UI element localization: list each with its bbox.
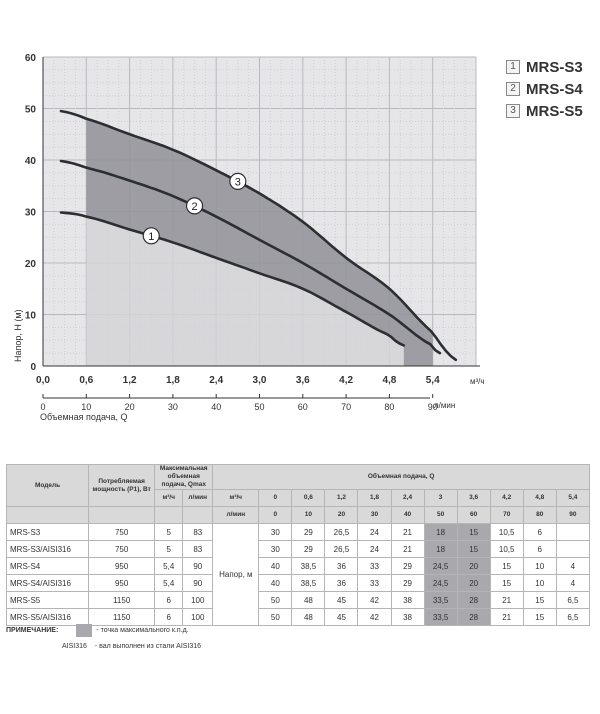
- head-value-cell: 15: [523, 609, 556, 626]
- model-cell: MRS-S5: [7, 592, 89, 609]
- table-row: [7, 558, 590, 575]
- head-value-cell: 21: [490, 592, 523, 609]
- head-value-cell: 50: [259, 592, 292, 609]
- qmax-lmin-cell: 100: [183, 609, 213, 626]
- head-value-cell: 24: [358, 541, 391, 558]
- head-value-cell: 15: [490, 558, 523, 575]
- head-value-cell: 42: [358, 609, 391, 626]
- y-tick-label: 40: [24, 156, 36, 167]
- x-tick-label: 4,8: [382, 375, 397, 386]
- legend-label: MRS-S4: [526, 80, 583, 98]
- head-value-cell: 30: [259, 541, 292, 558]
- flow-lmin-header: 60: [457, 507, 490, 524]
- x2-tick-label: 90: [427, 402, 438, 412]
- head-value-cell: 36: [325, 575, 358, 592]
- legend-number: 2: [506, 82, 520, 96]
- head-value-cell: 20: [457, 575, 490, 592]
- qmax-lmin-cell: 90: [183, 575, 213, 592]
- head-value-cell: 18: [424, 541, 457, 558]
- y-tick-label: 20: [24, 259, 36, 270]
- flow-lmin-header: 20: [325, 507, 358, 524]
- qmax-m3-cell: 5: [155, 541, 183, 558]
- header-power: Потребляемая мощность (Р1), Вт: [89, 465, 155, 507]
- x-tick-label: 3,6: [295, 375, 310, 386]
- qmax-lmin-cell: 90: [183, 558, 213, 575]
- model-cell: MRS-S3: [7, 524, 89, 541]
- head-value-cell: 45: [325, 592, 358, 609]
- unit-lmin: л/мин: [183, 490, 213, 507]
- legend-number: 3: [506, 104, 520, 118]
- curve-label: 1: [148, 230, 155, 243]
- header-qmax: Максимальная объемная подача, Qmax: [155, 465, 213, 490]
- head-value-cell: 6: [523, 541, 556, 558]
- head-value-cell: 26,5: [325, 541, 358, 558]
- head-value-cell: 38,5: [292, 575, 325, 592]
- flow-m3-header: 4,2: [490, 490, 523, 507]
- x-tick-label: 3,0: [252, 375, 267, 386]
- model-cell: MRS-S5/AISI316: [7, 609, 89, 626]
- qmax-m3-cell: 5: [155, 524, 183, 541]
- x-tick-label: 0,0: [36, 375, 50, 386]
- qmax-lmin-cell: 100: [183, 592, 213, 609]
- head-value-cell: 38,5: [292, 558, 325, 575]
- curve-label: 2: [191, 200, 198, 213]
- head-value-cell: 6,5: [556, 609, 589, 626]
- unit-lmin: л/мин: [213, 507, 259, 524]
- y-tick-label: 60: [24, 53, 36, 64]
- head-value-cell: 4: [556, 558, 589, 575]
- flow-m3-header: 0: [259, 490, 292, 507]
- head-value-cell: 26,5: [325, 524, 358, 541]
- x2-tick-label: 80: [384, 402, 395, 412]
- head-value-cell: 48: [292, 609, 325, 626]
- x-tick-label: 1,2: [122, 375, 137, 386]
- x2-tick-label: 20: [124, 402, 135, 412]
- flow-m3-header: 4,8: [523, 490, 556, 507]
- head-value-cell: 33: [358, 558, 391, 575]
- legend-label: MRS-S3: [526, 58, 583, 76]
- legend-item-2: [506, 78, 596, 100]
- qmax-lmin-cell: 83: [183, 524, 213, 541]
- table-row: [7, 541, 590, 558]
- flow-m3-header: 1,8: [358, 490, 391, 507]
- qmax-m3-cell: 6: [155, 592, 183, 609]
- x2-tick-label: 40: [211, 402, 222, 412]
- y-tick-label: 0: [30, 362, 36, 373]
- head-value-cell: 20: [457, 558, 490, 575]
- head-value-cell: 15: [523, 592, 556, 609]
- curve-label: 3: [234, 176, 241, 189]
- x2-tick-label: 60: [297, 402, 308, 412]
- flow-m3-header: 0,6: [292, 490, 325, 507]
- head-value-cell: 15: [457, 541, 490, 558]
- head-value-cell: 48: [292, 592, 325, 609]
- head-value-cell: 28: [457, 592, 490, 609]
- highlight-swatch: [76, 624, 92, 637]
- head-value-cell: 29: [391, 575, 424, 592]
- y-tick-label: 10: [24, 310, 36, 322]
- head-value-cell: 24,5: [424, 575, 457, 592]
- head-value-cell: 10,5: [490, 524, 523, 541]
- note-aisi-label: AISI316: [62, 643, 87, 650]
- flow-lmin-header: 40: [391, 507, 424, 524]
- head-value-cell: 28: [457, 609, 490, 626]
- table-header-row: [7, 465, 590, 490]
- x2-tick-label: 50: [254, 402, 265, 412]
- head-value-cell: 40: [259, 558, 292, 575]
- head-value-cell: 21: [391, 541, 424, 558]
- head-value-cell: 30: [259, 524, 292, 541]
- head-value-cell: 10: [523, 558, 556, 575]
- qmax-m3-cell: 5,4: [155, 558, 183, 575]
- head-value-cell: 29: [292, 541, 325, 558]
- flow-lmin-header: 50: [424, 507, 457, 524]
- table-row: [7, 592, 590, 609]
- qmax-lmin-cell: 83: [183, 541, 213, 558]
- x2-tick-label: 0: [40, 402, 46, 412]
- x-tick-label: 5,4: [425, 375, 440, 386]
- head-value-cell: 6,5: [556, 592, 589, 609]
- head-value-cell: [556, 541, 589, 558]
- head-value-cell: 15: [457, 524, 490, 541]
- flow-lmin-header: 10: [292, 507, 325, 524]
- flow-m3-header: 3,6: [457, 490, 490, 507]
- x-tick-label: 4,2: [339, 375, 354, 386]
- flow-m3-header: 5,4: [556, 490, 589, 507]
- flow-m3-header: 2,4: [391, 490, 424, 507]
- head-value-cell: 10,5: [490, 541, 523, 558]
- head-value-cell: 21: [391, 524, 424, 541]
- header-empty: [89, 507, 155, 524]
- note-swatch-text: - точка максимального к.п.д.: [96, 627, 189, 634]
- head-value-cell: 38: [391, 592, 424, 609]
- note: [6, 624, 189, 637]
- x-axis-unit-m3: м³/ч: [470, 377, 485, 386]
- head-value-cell: 24: [358, 524, 391, 541]
- flow-lmin-header: 90: [556, 507, 589, 524]
- table-row: [7, 524, 590, 541]
- x2-tick-label: 30: [167, 402, 178, 412]
- header-flow: Объемная подача, Q: [213, 465, 590, 490]
- y-axis-label: Напор, H (м): [13, 309, 23, 362]
- x-tick-label: 0,6: [79, 375, 94, 386]
- unit-m3: м³/ч: [213, 490, 259, 507]
- x2-tick-label: 70: [341, 402, 352, 412]
- power-cell: 750: [89, 541, 155, 558]
- x-tick-label: 1,8: [165, 375, 180, 386]
- unit-m3: м³/ч: [155, 490, 183, 507]
- flow-m3-header: 3: [424, 490, 457, 507]
- legend-number: 1: [506, 60, 520, 74]
- head-value-cell: 15: [490, 575, 523, 592]
- flow-lmin-header: 70: [490, 507, 523, 524]
- note-aisi-text: - вал выполнен из стали AISI316: [94, 643, 202, 650]
- note-label: ПРИМЕЧАНИЕ:: [6, 627, 59, 634]
- y-tick-label: 30: [24, 207, 36, 219]
- header-model: Модель: [7, 465, 89, 507]
- head-value-cell: 42: [358, 592, 391, 609]
- model-cell: MRS-S4: [7, 558, 89, 575]
- head-value-cell: [556, 524, 589, 541]
- power-cell: 950: [89, 558, 155, 575]
- legend: [506, 56, 596, 122]
- head-value-cell: 33: [358, 575, 391, 592]
- table-header-row: [7, 507, 590, 524]
- table-row: [7, 609, 590, 626]
- model-cell: MRS-S4/AISI316: [7, 575, 89, 592]
- head-value-cell: 33,5: [424, 609, 457, 626]
- head-value-cell: 50: [259, 609, 292, 626]
- head-value-cell: 38: [391, 609, 424, 626]
- head-value-cell: 24,5: [424, 558, 457, 575]
- table-row: [7, 575, 590, 592]
- x-axis-label: Объемная подача, Q: [40, 412, 128, 422]
- power-cell: 1150: [89, 609, 155, 626]
- legend-item-1: [506, 56, 596, 78]
- head-value-cell: 6: [523, 524, 556, 541]
- flow-lmin-header: 80: [523, 507, 556, 524]
- head-value-cell: 29: [391, 558, 424, 575]
- legend-item-3: [506, 100, 596, 122]
- head-value-cell: 33,5: [424, 592, 457, 609]
- header-empty: [155, 507, 183, 524]
- qmax-m3-cell: 6: [155, 609, 183, 626]
- power-cell: 1150: [89, 592, 155, 609]
- head-value-cell: 29: [292, 524, 325, 541]
- power-cell: 750: [89, 524, 155, 541]
- header-empty: [7, 507, 89, 524]
- flow-lmin-header: 30: [358, 507, 391, 524]
- x-tick-label: 2,4: [209, 375, 224, 386]
- head-value-cell: 21: [490, 609, 523, 626]
- flow-m3-header: 1,2: [325, 490, 358, 507]
- head-value-cell: 18: [424, 524, 457, 541]
- qmax-m3-cell: 5,4: [155, 575, 183, 592]
- x2-axis-unit-lmin: л/мин: [434, 401, 456, 410]
- head-label-cell: Напор, м: [213, 524, 259, 626]
- head-value-cell: 10: [523, 575, 556, 592]
- model-cell: MRS-S3/AISI316: [7, 541, 89, 558]
- head-value-cell: 45: [325, 609, 358, 626]
- head-value-cell: 36: [325, 558, 358, 575]
- note-aisi: [62, 643, 207, 650]
- power-cell: 950: [89, 575, 155, 592]
- head-value-cell: 40: [259, 575, 292, 592]
- y-tick-label: 50: [24, 104, 36, 116]
- legend-label: MRS-S5: [526, 102, 583, 120]
- x2-tick-label: 10: [81, 402, 92, 412]
- flow-lmin-header: 0: [259, 507, 292, 524]
- head-value-cell: 4: [556, 575, 589, 592]
- header-empty: [183, 507, 213, 524]
- performance-table: [6, 464, 590, 626]
